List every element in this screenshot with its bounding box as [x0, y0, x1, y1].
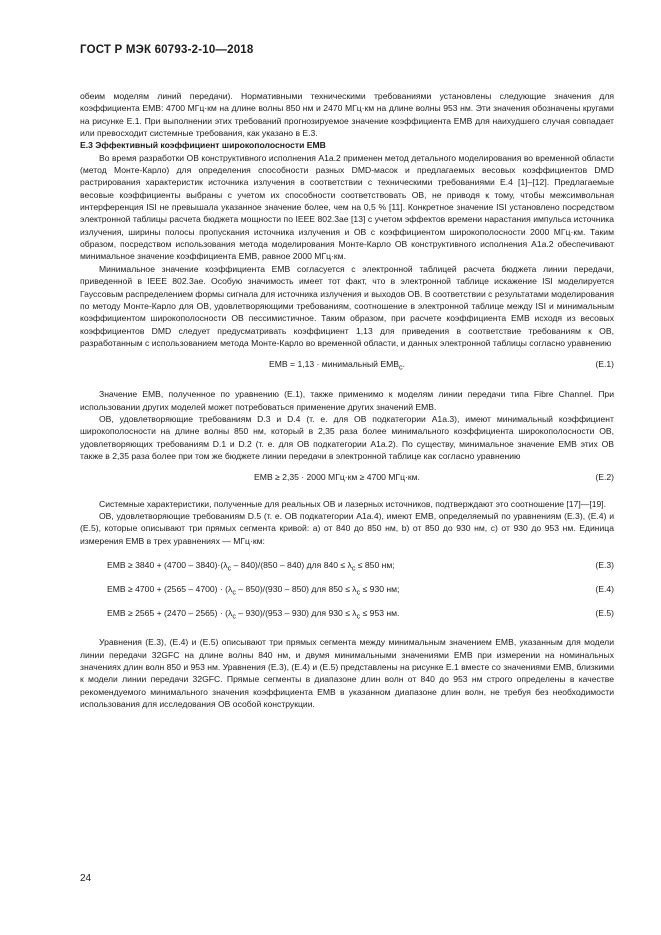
paragraph: Значение EMB, полученное по уравнению (Е.1), также применимо к моделям линии передачи типа Fibre Channel. При использовании других моделей может потребоваться применение других значений EMB. — [80, 389, 614, 412]
section-title: Е.3 Эффективный коэффициент широкополосности EMB — [80, 140, 326, 151]
equation-number: (Е.5) — [595, 608, 614, 619]
paragraph: Системные характеристики, полученные для реальных ОВ и лазерных источников, подтверждают это соотношение [17]—[19]. — [99, 498, 607, 509]
equation-e1 — [80, 358, 614, 374]
paragraph: ОВ, удовлетворяющие требованиям D.5 (т. е. ОВ подкатегории A1a.4), имеют EMB, определяемый по уравнениям (Е.3), (Е.4) и (Е.5), которые описывают три прямых сегмента кривой: а) от 840 до 850 нм, b) от 850 до 930 нм, с) от 930 до 953 нм. Единица измерения EMB в трех уравнениях — МГц·км: — [80, 511, 614, 546]
equation-body: EMB ≥ $4700 + (2565 - 4700) \cdot (\lambda_c - 850)/(930 - 850)$ для $850 \le \lambda_c \le 930$ нм; — [107, 584, 400, 597]
equation-number: (Е.3) — [595, 560, 614, 571]
equation-e5 — [80, 607, 614, 623]
paragraph: Уравнения (Е.3), (Е.4) и (Е.5) описывают три прямых сегмента между минимальным значением EMB, указанным для модели линии передачи 32GFC на длине волны 840 нм, и двумя минимальными значениями EMB при измерении на номинальных значениях длин волн 850 и 953 нм. Уравнения (Е.3), (Е.4) и (Е.5) представлены на рисунке Е.1 вместе со значениями EMB, близкими к модели линии передачи 32GFC. Прямые сегменты в диапазоне длин волн от 840 до 953 нм строго определены в качестве рекомендуемого минимального значения коэффициента EMB в указанном диапазоне длин волн, не требуя без необходимости использования для исследования ОВ особой конструкции. — [80, 637, 614, 709]
paragraph: Во время разработки ОВ конструктивного исполнения A1a.2 применен метод детального моделирования во временной области (метод Монте-Карло) для определения способности разных DMD-масок и предлагаемых весовых коэффициентов DMD растрирования характеристик источника излучения в соответствии с техническими требованиями Е.4 [1]–[12]. Предлагаемые весовые коэффициенты выбраны с учетом их способности соответствовать ОВ, не приводя к тому, чтобы межсимвольная интерференция ISI не превышала указанное значение более, чем на 0,5 % [11]. Конкретное значение ISI установлено посредством электронной таблицы расчета бюджета мощности по IEEE 802.3ae [13] с учетом эффектов времени нарастания импульса источника излучения, ширины полосы пропускания источника излучения и ОВ с коэффициентом широкополосности 2000 МГц·км. Таким образом, посредством использования метода моделирования Монте-Карло ОВ конструктивного исполнения A1a.2 обеспечивают минимальное значение коэффициента EMB, равное 2000 МГц·км. — [80, 152, 614, 262]
equation-body: EMB ≥ 2,35 · 2000 МГц·км ≥ 4700 МГц·км. — [254, 472, 420, 483]
equation-body: EMB ≥ $3840 + (4700 - 3840)\cdot(\lambda_c - 840)/(850 - 840)$ для $840 \le \lambda_c \le 850$ нм; — [107, 560, 395, 573]
equation-number: (Е.2) — [595, 472, 614, 483]
equation-number: (Е.4) — [595, 584, 614, 595]
equation-number: (Е.1) — [595, 359, 614, 370]
page-body — [80, 90, 614, 710]
paragraph: ОВ, удовлетворяющие требованиям D.3 и D.4 (т. е. для ОВ подкатегории A1a.3), имеют минимальный коэффициент широкополосности на длине волны 850 нм, который в 2,35 раза более минимального коэффициента широкополосности ОВ, удовлетворяющих требованиям D.1 и D.2 (т. е. для ОВ подкатегории A1a.2). По существу, минимальное значение EMB этих ОВ также в 2,35 раза более при том же бюджете линии передачи в электронной таблице как согласно уравнению — [80, 413, 614, 461]
equation-e4 — [80, 583, 614, 599]
document-header: ГОСТ Р МЭК 60793-2-10—2018 — [80, 44, 254, 56]
page-number: 24 — [80, 873, 92, 884]
equation-body: EMB = 1,13 · минимальный $EMB_c$. — [269, 359, 405, 372]
paragraph-continued: обеим моделям линий передачи). Нормативными техническими требованиями установлены следующие значения для коэффициента EMB: 4700 МГц·км на длине волны 850 нм и 2470 МГц·км на длине волны 953 нм. Эти значения обозначены кругами на рисунке Е.1. При выполнении этих требований прогнозируемое значение коэффициента EMB для наихудшего случая совпадает или превосходит системные требования, как указано в Е.3. — [80, 91, 614, 139]
equation-e2 — [80, 471, 614, 483]
equation-body: EMB ≥ $2565 + (2470 - 2565) \cdot (\lambda_c - 930)/(953 - 930)$ для $930 \le \lambda_c \le 953$ нм. — [107, 608, 400, 621]
equation-e3 — [80, 559, 614, 575]
paragraph: Минимальное значение коэффициента EMB согласуется с электронной таблицей расчета бюджета линии передачи, приведенной в IEEE 802.3ae. Особую значимость имеет тот факт, что в электронной таблице искажение ISI моделируется Гауссовым распределением формы сигнала для источника излучения и выходов ОВ. В соответствии с результатами моделирования по методу Монте-Карло для ОВ, удовлетворяющими требованиям, соотношение в электронной таблице между ISI и минимальным коэффициентом широкополосности ОВ пессимистичное. Таким образом, при расчете коэффициента EMB исходя из весовых коэффициентов DMD следует предусматривать коэффициент 1,13 для приведения в соответствие требованиям к ОВ, разработанным с использованием метода Монте-Карло во временной области, и данных электронной таблицы согласно уравнению — [80, 263, 614, 348]
